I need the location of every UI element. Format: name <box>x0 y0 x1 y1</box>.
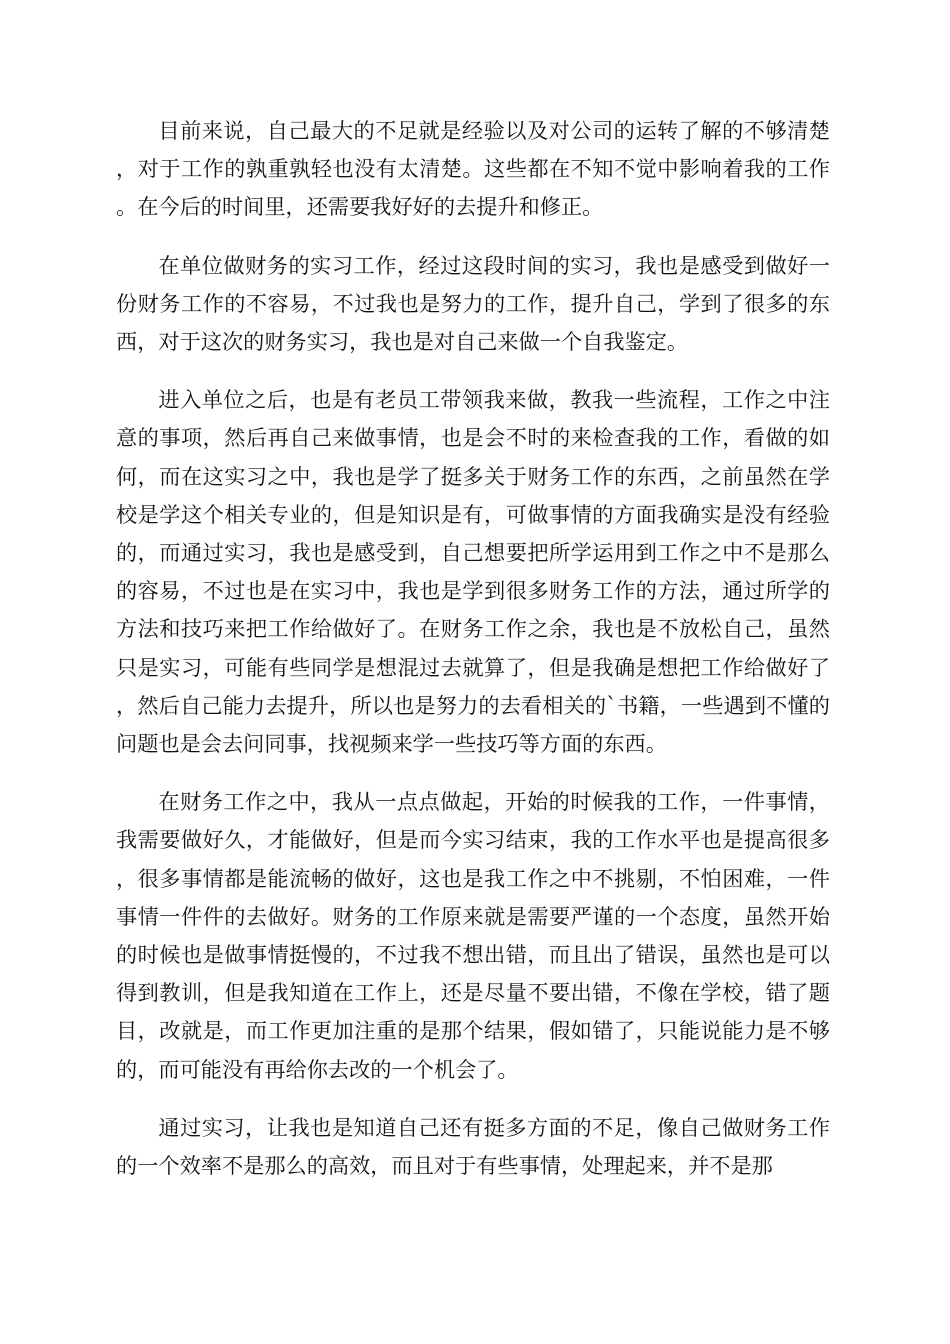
paragraph-3: 进入单位之后，也是有老员工带领我来做，教我一些流程，工作之中注意的事项，然后再自己来做事情，也是会不时的来检查我的工作，看做的如何，而在这实习之中，我也是学了挺多关于财务工作的东西，之前虽然在学校是学这个相关专业的，但是知识是有，可做事情的方面我确实是没有经验的，而通过实习，我也是感受到，自己想要把所学运用到工作之中不是那么的容易，不过也是在实习中，我也是学到很多财务工作的方法，通过所学的方法和技巧来把工作给做好了。在财务工作之余，我也是不放松自己，虽然只是实习，可能有些同学是想混过去就算了，但是我确是想把工作给做好了，然后自己能力去提升，所以也是努力的去看相关的`书籍，一些遇到不懂的问题也是会去问同事，找视频来学一些技巧等方面的东西。 <box>116 387 830 757</box>
paragraph-2: 在单位做财务的实习工作，经过这段时间的实习，我也是感受到做好一份财务工作的不容易，不过我也是努力的工作，提升自己，学到了很多的东西，对于这次的财务实习，我也是对自己来做一个自我鉴定。 <box>116 252 830 355</box>
paragraph-1: 目前来说，自己最大的不足就是经验以及对公司的运转了解的不够清楚，对于工作的孰重孰轻也没有太清楚。这些都在不知不觉中影响着我的工作。在今后的时间里，还需要我好好的去提升和修正。 <box>116 118 830 220</box>
document-page <box>116 112 830 1205</box>
paragraph-5: 通过实习，让我也是知道自己还有挺多方面的不足，像自己做财务工作的一个效率不是那么的高效，而且对于有些事情，处理起来，并不是那 <box>116 1114 830 1179</box>
paragraph-4: 在财务工作之中，我从一点点做起，开始的时候我的工作，一件事情，我需要做好久，才能做好，但是而今实习结束，我的工作水平也是提高很多，很多事情都是能流畅的做好，这也是我工作之中不挑剔，不怕困难，一件事情一件件的去做好。财务的工作原来就是需要严谨的一个态度，虽然开始的时候也是做事情挺慢的，不过我不想出错，而且出了错误，虽然也是可以得到教训，但是我知道在工作上，还是尽量不要出错，不像在学校，错了题目，改就是，而工作更加注重的是那个结果，假如错了，只能说能力是不够的，而可能没有再给你去改的一个机会了。 <box>116 789 830 1082</box>
